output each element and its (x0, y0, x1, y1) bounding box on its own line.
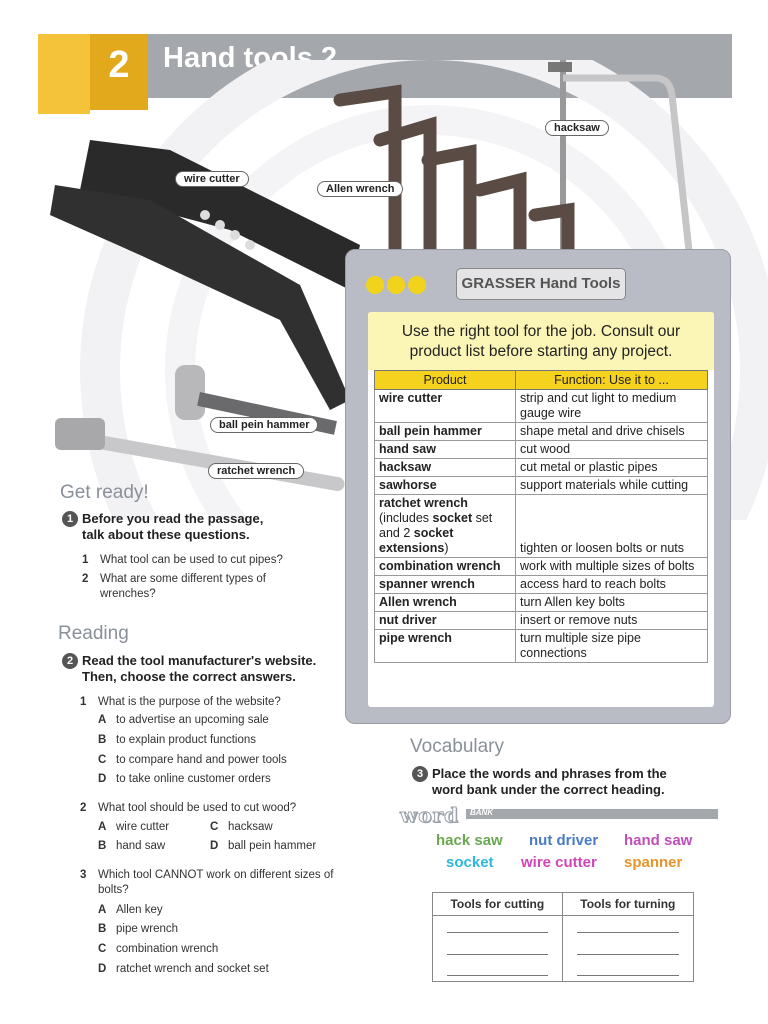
answer-blank[interactable] (562, 938, 693, 960)
answer-option[interactable] (98, 734, 256, 746)
reading-instruction (62, 653, 316, 685)
table-row (375, 576, 708, 594)
product-cell: combination wrench (375, 558, 516, 576)
table-row (375, 630, 708, 663)
bank-word[interactable]: socket (446, 854, 494, 871)
product-cell: nut driver (375, 612, 516, 630)
vocabulary-instruction (412, 766, 667, 798)
yellow-dot-icon (408, 276, 426, 294)
question-number-icon: 2 (62, 653, 78, 669)
question-text: What tool can be used to cut pipes? (100, 554, 283, 566)
function-cell: work with multiple sizes of bolts (516, 558, 708, 576)
option-text: to compare hand and power tools (116, 754, 287, 766)
function-cell: strip and cut light to medium gauge wire (516, 390, 708, 423)
function-cell: cut metal or plastic pipes (516, 459, 708, 477)
function-cell: insert or remove nuts (516, 612, 708, 630)
question-num: 2 (82, 573, 89, 585)
unit-number: 2 (90, 34, 148, 110)
answer-option[interactable] (98, 754, 287, 766)
table-row (375, 495, 708, 558)
question-num: 2 (80, 802, 87, 814)
bank-word[interactable]: wire cutter (521, 854, 597, 871)
label-ratchet-wrench: ratchet wrench (208, 463, 304, 479)
get-ready-question-1 (82, 553, 283, 568)
question-num: 3 (80, 869, 87, 881)
option-text: hand saw (116, 840, 166, 852)
option-letter: B (98, 923, 107, 935)
answer-option[interactable] (98, 963, 269, 975)
answer-option[interactable] (98, 923, 178, 935)
instruction-line: Then, choose the correct answers. (82, 669, 296, 684)
instruction-line: word bank under the correct heading. (432, 782, 665, 797)
table-row (375, 558, 708, 576)
table-header-product: Product (375, 371, 516, 390)
answer-option[interactable] (98, 840, 165, 852)
product-text-part: socket (432, 511, 473, 525)
answer-option[interactable] (98, 773, 271, 785)
get-ready-heading: Get ready! (60, 482, 149, 503)
product-cell: hacksaw (375, 459, 516, 477)
reading-question-3 (80, 868, 333, 898)
product-text-part: ) (444, 541, 449, 555)
option-text: to explain product functions (116, 734, 257, 746)
answer-option[interactable] (98, 904, 163, 916)
option-letter: A (98, 714, 107, 726)
instruction-line: Place the words and phrases from the (432, 766, 667, 781)
label-wire-cutter: wire cutter (175, 171, 249, 187)
question-number-icon: 1 (62, 511, 78, 527)
bank-word[interactable]: hack saw (436, 832, 503, 849)
bank-word[interactable]: spanner (624, 854, 683, 871)
bank-word[interactable]: nut driver (529, 832, 599, 849)
table-row (375, 594, 708, 612)
option-letter: C (98, 754, 107, 766)
word-bank-bar (466, 809, 718, 819)
option-text: pipe wrench (116, 923, 179, 935)
option-text: Allen key (116, 904, 163, 916)
option-text: ball pein hammer (228, 840, 317, 852)
label-hacksaw: hacksaw (545, 120, 609, 136)
option-text: to take online customer orders (116, 773, 271, 785)
option-letter: C (210, 821, 219, 833)
answer-blank[interactable] (433, 960, 563, 982)
question-text: What are some different types of (100, 573, 266, 585)
bank-word[interactable]: hand saw (624, 832, 693, 849)
option-text: combination wrench (116, 943, 219, 955)
table-row (375, 390, 708, 423)
product-cell: ball pein hammer (375, 423, 516, 441)
product-cell: wire cutter (375, 390, 516, 423)
product-cell: sawhorse (375, 477, 516, 495)
header-tools-for-cutting: Tools for cutting (433, 893, 563, 916)
yellow-dot-icon (366, 276, 384, 294)
question-text: What is the purpose of the website? (98, 696, 281, 708)
function-cell: cut wood (516, 441, 708, 459)
label-ball-pein-hammer: ball pein hammer (210, 417, 318, 433)
word-bank-logo: word (400, 803, 460, 827)
table-row (375, 612, 708, 630)
question-num: 1 (82, 554, 89, 566)
answer-option[interactable] (98, 714, 269, 726)
function-cell: turn multiple size pipe connections (516, 630, 708, 663)
instruction-line: talk about these questions. (82, 527, 250, 542)
question-num: 1 (80, 696, 87, 708)
answer-option[interactable] (98, 821, 169, 833)
option-text: hacksaw (228, 821, 273, 833)
brand-title: GRASSER Hand Tools (456, 268, 626, 300)
option-letter: D (98, 963, 107, 975)
option-text: ratchet wrench and socket set (116, 963, 269, 975)
answer-blank[interactable] (433, 916, 563, 938)
product-cell: hand saw (375, 441, 516, 459)
question-text: What tool should be used to cut wood? (98, 802, 297, 814)
question-number-icon: 3 (412, 766, 428, 782)
function-cell: access hard to reach bolts (516, 576, 708, 594)
option-letter: A (98, 821, 107, 833)
reading-question-2 (80, 801, 296, 816)
option-text: to advertise an upcoming sale (116, 714, 269, 726)
option-letter: D (210, 840, 219, 852)
option-letter: D (98, 773, 107, 785)
answer-option[interactable] (210, 821, 273, 833)
product-text-part: extensions (379, 541, 445, 555)
product-cell (375, 495, 516, 558)
vocabulary-heading: Vocabulary (410, 736, 505, 757)
table-row (375, 423, 708, 441)
get-ready-question-2 (82, 572, 266, 602)
reading-heading: Reading (58, 623, 129, 644)
answer-blank[interactable] (433, 938, 563, 960)
function-cell: tighten or loosen bolts or nuts (516, 495, 708, 558)
question-text: Which tool CANNOT work on different sizes of (98, 869, 334, 881)
table-header-function: Function: Use it to ... (516, 371, 708, 390)
answer-option[interactable] (98, 943, 218, 955)
table-row (375, 459, 708, 477)
product-table (374, 370, 708, 663)
panel-intro: Use the right tool for the job. Consult our product list before starting any project. (368, 312, 714, 370)
product-cell: pipe wrench (375, 630, 516, 663)
header-tools-for-turning: Tools for turning (562, 893, 693, 916)
answer-blank[interactable] (562, 960, 693, 982)
function-cell: turn Allen key bolts (516, 594, 708, 612)
table-row (375, 477, 708, 495)
option-letter: C (98, 943, 107, 955)
answer-option[interactable] (210, 840, 316, 852)
get-ready-instruction (62, 511, 263, 543)
product-text-part: (includes (379, 511, 433, 525)
instruction-line: Before you read the passage, (82, 511, 264, 526)
question-text: bolts? (98, 884, 129, 896)
panel-content (368, 312, 714, 707)
function-cell: shape metal and drive chisels (516, 423, 708, 441)
product-text-part: ratchet wrench (379, 496, 468, 510)
grasser-panel (345, 249, 731, 724)
page-title: Hand tools 2 (163, 42, 338, 74)
instruction-line: Read the tool manufacturer's website. (82, 653, 317, 668)
product-text-part: set and 2 (379, 511, 493, 540)
panel-dots (366, 276, 429, 299)
option-letter: A (98, 904, 107, 916)
product-text-part: socket (413, 526, 454, 540)
reading-question-1 (80, 695, 281, 710)
option-letter: B (98, 840, 107, 852)
table-row (375, 441, 708, 459)
word-bank-tag: BANK (470, 808, 494, 817)
function-cell: support materials while cutting (516, 477, 708, 495)
answer-table (432, 892, 694, 982)
option-text: wire cutter (116, 821, 170, 833)
option-letter: B (98, 734, 107, 746)
answer-blank[interactable] (562, 916, 693, 938)
question-text: wrenches? (100, 588, 156, 600)
yellow-dot-icon (387, 276, 405, 294)
product-cell: spanner wrench (375, 576, 516, 594)
label-allen-wrench: Allen wrench (317, 181, 403, 197)
product-cell: Allen wrench (375, 594, 516, 612)
